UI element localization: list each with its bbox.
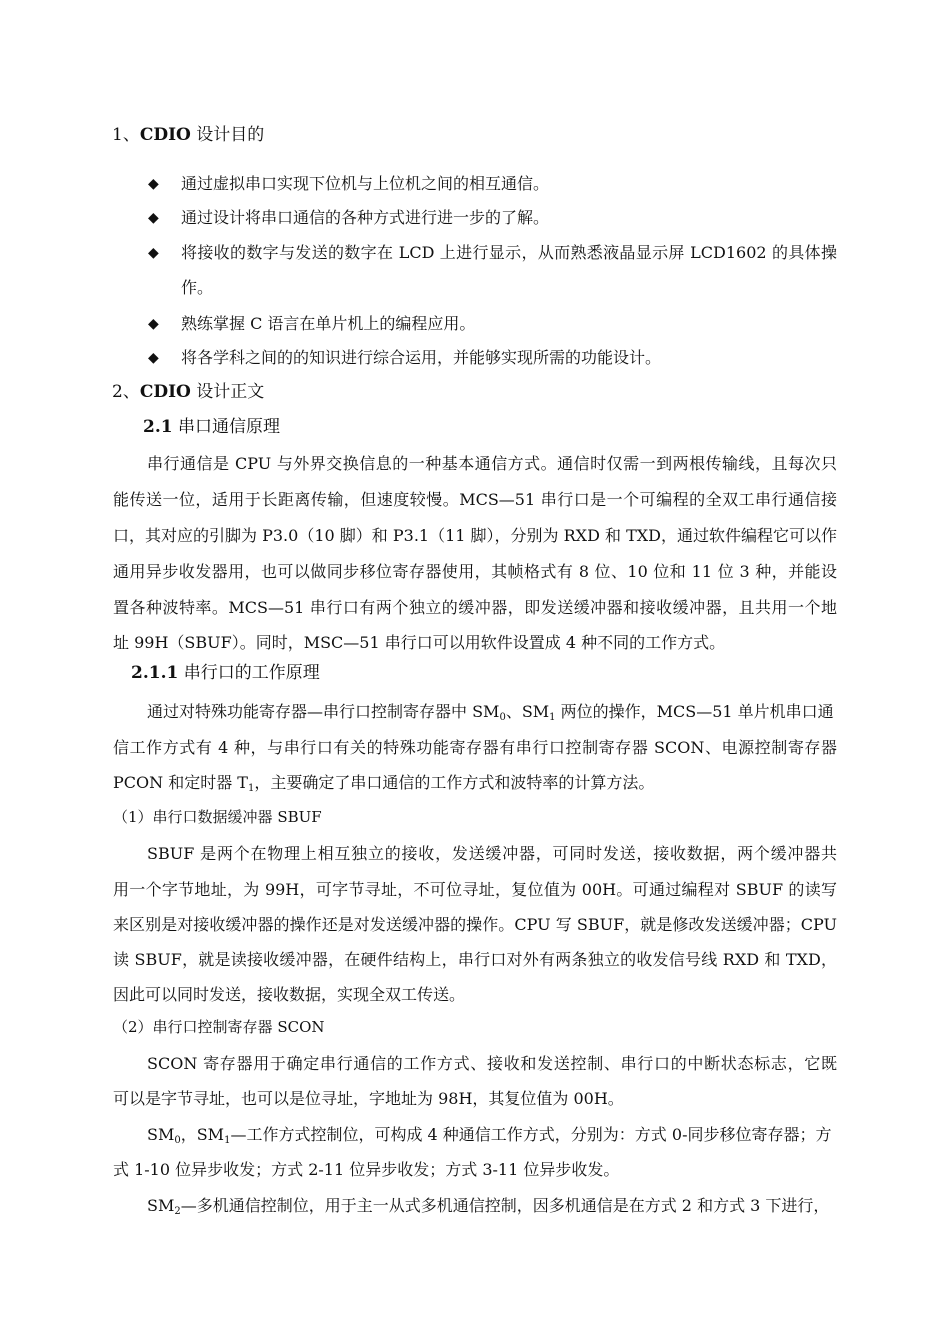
paragraph-line (113, 914, 837, 936)
text: PCON 和定时器 T (113, 773, 248, 792)
numbered-item-1: （1）串行口数据缓冲器 SBUF (113, 808, 322, 826)
section-title: 设计目的 (190, 125, 265, 145)
text: 用一个字节地址，为 99H，可字节寻址，不可位寻址，复位值为 00H。可通过编程对 SBUF 的读写 (113, 880, 837, 899)
paragraph-line (147, 701, 834, 723)
text: ，SM (180, 1125, 225, 1144)
subscript: 2 (174, 1206, 181, 1217)
paragraph-line (147, 1053, 837, 1075)
subscript: 0 (499, 712, 506, 723)
subscript: 1 (224, 1135, 231, 1146)
subsection-title: 串口通信原理 (172, 417, 280, 437)
diamond-bullet-icon: ◆ (148, 176, 159, 192)
paragraph-line (113, 597, 837, 619)
paragraph-line (147, 453, 837, 475)
text: 两位的操作，MCS—51 单片机串口通 (555, 702, 834, 721)
text: 口，其对应的引脚为 P3.0（10 脚）和 P3.1（11 脚），分别为 RXD 和 TXD，通过软件编程它可以作 (113, 526, 837, 545)
text: SCON 寄存器用于确定串行通信的工作方式、接收和发送控制、串行口的中断状态标志，它既 (147, 1054, 837, 1073)
bullet-item-line: 将接收的数字与发送的数字在 LCD 上进行显示，从而熟悉液晶显示屏 LCD1602 的具体操 (181, 243, 837, 262)
diamond-bullet-icon: ◆ (148, 245, 159, 261)
bullet-item: 熟练掌握 C 语言在单片机上的编程应用。 (181, 314, 476, 333)
text: 读 SBUF，就是读接收缓冲器，在硬件结构上，串行口对外有两条独立的收发信号线 RXD 和 TXD， (113, 950, 837, 969)
paragraph-line (147, 843, 837, 865)
section-number: 2、 (112, 382, 140, 402)
section-bold: CDIO (139, 382, 191, 402)
subsection-title: 串行口的工作原理 (178, 663, 320, 683)
paragraph-line (113, 879, 837, 901)
bullet-item: 通过设计将串口通信的各种方式进行进一步的了解。 (181, 208, 550, 227)
paragraph-line (113, 489, 837, 511)
paragraph-line (113, 737, 837, 759)
paragraph-line: 式 1-10 位异步收发；方式 2-11 位异步收发；方式 3-11 位异步收发。 (113, 1160, 620, 1179)
paragraph-line: 可以是字节寻址，也可以是位寻址，字地址为 98H，其复位值为 00H。 (113, 1089, 624, 1108)
text: 通用异步收发器用，也可以做同步移位寄存器使用，其帧格式有 8 位、10 位和 11 位 3 种，并能设 (113, 562, 837, 581)
paragraph-line (113, 561, 837, 583)
diamond-bullet-icon: ◆ (148, 210, 159, 226)
text: ，主要确定了串口通信的工作方式和波特率的计算方法。 (254, 773, 655, 792)
section-1-heading (112, 124, 264, 146)
diamond-bullet-icon: ◆ (148, 316, 159, 332)
text: SBUF 是两个在物理上相互独立的接收，发送缓冲器，可同时发送，接收数据，两个缓冲器共 (147, 844, 837, 863)
bullet-item: 将各学科之间的的知识进行综合运用，并能够实现所需的功能设计。 (181, 348, 662, 367)
paragraph-line (113, 949, 837, 971)
paragraph-line (147, 1124, 831, 1146)
paragraph-line: 因此可以同时发送，接收数据，实现全双工传送。 (113, 985, 466, 1004)
text: SM (147, 1125, 175, 1144)
diamond-bullet-icon: ◆ (148, 350, 159, 366)
paragraph-line (113, 525, 837, 547)
subsection-number: 2.1 (143, 417, 173, 437)
text: 置各种波特率。MCS—51 串行口有两个独立的缓冲器，即发送缓冲器和接收缓冲器，且共用一个地 (113, 598, 837, 617)
text: 串行通信是 CPU 与外界交换信息的一种基本通信方式。通信时仅需一到两根传输线，且每次只 (147, 454, 837, 473)
text: SM (147, 1196, 175, 1215)
text: 信工作方式有 4 种，与串行口有关的特殊功能寄存器有串行口控制寄存器 SCON、电源控制寄存器 (113, 738, 837, 757)
text: 通过对特殊功能寄存器—串行口控制寄存器中 SM (147, 702, 500, 721)
bullet-item: 通过虚拟串口实现下位机与上位机之间的相互通信。 (181, 174, 550, 193)
subscript: 0 (174, 1135, 181, 1146)
text: —工作方式控制位，可构成 4 种通信工作方式，分别为：方式 0-同步移位寄存器；方 (230, 1125, 832, 1144)
section-number: 1、 (112, 125, 140, 145)
subsection-number: 2.1.1 (131, 663, 179, 683)
text: 来区别是对接收缓冲器的操作还是对发送缓冲器的操作。CPU 写 SBUF，就是修改发送缓冲器；CPU (113, 915, 837, 934)
subscript: 1 (247, 783, 255, 794)
section-bold: CDIO (139, 125, 191, 145)
subscript: 1 (549, 712, 556, 723)
paragraph-line: 址 99H（SBUF）。同时，MSC—51 串行口可以用软件设置成 4 种不同的工作方式。 (113, 633, 726, 652)
section-title: 设计正文 (190, 382, 265, 402)
bullet-item-continuation: 作。 (181, 278, 214, 297)
subsection-2-1-1-heading (131, 662, 320, 684)
section-2-heading (112, 381, 264, 403)
subsection-2-1-heading (143, 416, 280, 438)
paragraph-line (147, 1195, 829, 1217)
text: 、SM (505, 702, 550, 721)
text: —多机通信控制位，用于主一从式多机通信控制，因多机通信是在方式 2 和方式 3 下进行， (180, 1196, 830, 1215)
numbered-item-2: （2）串行口控制寄存器 SCON (113, 1018, 325, 1036)
paragraph-line (113, 772, 654, 794)
bullet-item (181, 242, 837, 264)
text: 能传送一位，适用于长距离传输，但速度较慢。MCS—51 串行口是一个可编程的全双工串行通信接 (113, 490, 837, 509)
